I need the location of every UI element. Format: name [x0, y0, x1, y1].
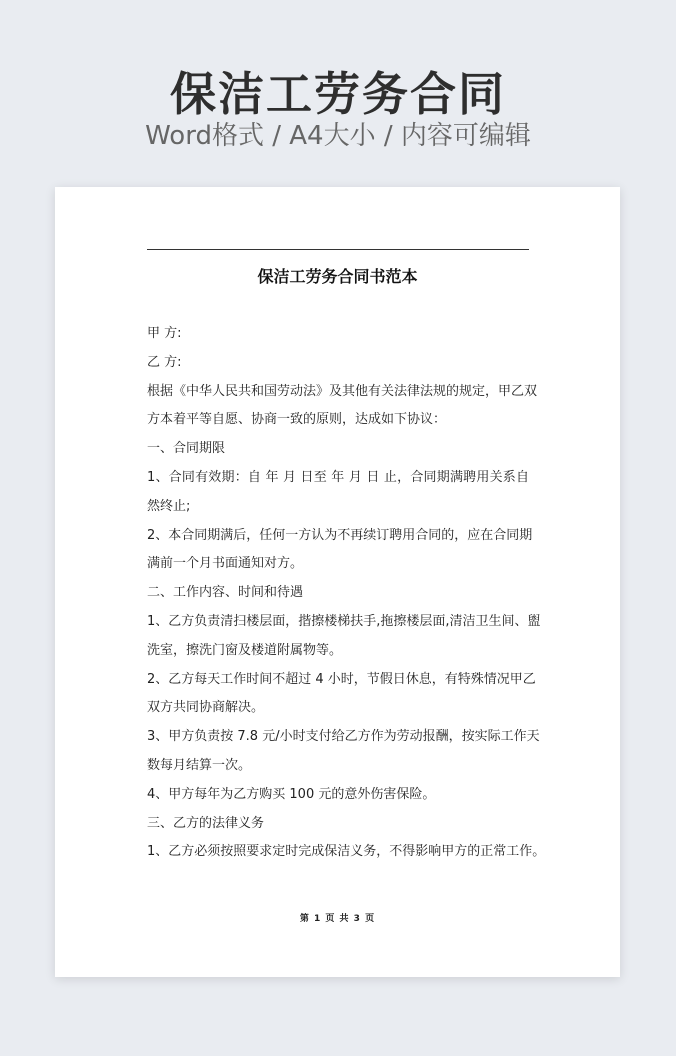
paragraph-line: 根据《中华人民共和国劳动法》及其他有关法律法规的规定，甲乙双 [147, 383, 538, 399]
paragraph-line: 2、本合同期满后，任何一方认为不再续订聘用合同的，应在合同期 [147, 527, 533, 543]
document-body [147, 320, 546, 867]
paragraph-line: 1、乙方负责清扫楼层面，揩擦楼梯扶手,拖擦楼层面,清洁卫生间、盥 [147, 613, 541, 629]
paragraph-line: 1、合同有效期：自 年 月 日至 年 月 日 止，合同期满聘用关系自 [147, 469, 529, 485]
paragraph-line: 3、甲方负责按 7.8 元/小时支付给乙方作为劳动报酬，按实际工作天 [147, 729, 540, 745]
page-number-footer: 第 1 页 共 3 页 [299, 914, 376, 924]
paragraph-line: 方本着平等自愿、协商一致的原则，达成如下协议： [147, 412, 447, 428]
paragraph-line: 4、甲方每年为乙方购买 100 元的意外伤害保险。 [147, 786, 436, 802]
section-heading: 二、工作内容、时间和待遇 [147, 585, 304, 601]
document-title: 保洁工劳务合同书范本 [257, 267, 418, 286]
paragraph-line: 双方共同协商解决。 [147, 700, 265, 716]
party-a-line: 甲 方: [147, 326, 182, 341]
header-rule [147, 249, 529, 250]
paragraph-line: 数每月结算一次。 [147, 757, 252, 773]
paragraph-line: 洗室，擦洗门窗及楼道附属物等。 [147, 642, 343, 658]
document-page [55, 187, 620, 977]
paragraph-line: 然终止; [147, 498, 191, 514]
section-heading: 一、合同期限 [147, 441, 226, 457]
poster-title: 保洁工劳务合同 [170, 67, 506, 121]
party-b-line: 乙 方: [147, 354, 182, 370]
paragraph-line: 1、乙方必须按照要求定时完成保洁义务，不得影响甲方的正常工作。 [147, 844, 546, 860]
paragraph-line: 满前一个月书面通知对方。 [147, 556, 304, 572]
paragraph-line: 2、乙方每天工作时间不超过 4 小时，节假日休息，有特殊情况甲乙 [147, 671, 536, 687]
poster-subtitle: Word格式 / A4大小 / 内容可编辑 [145, 121, 531, 151]
section-heading: 三、乙方的法律义务 [147, 815, 265, 831]
